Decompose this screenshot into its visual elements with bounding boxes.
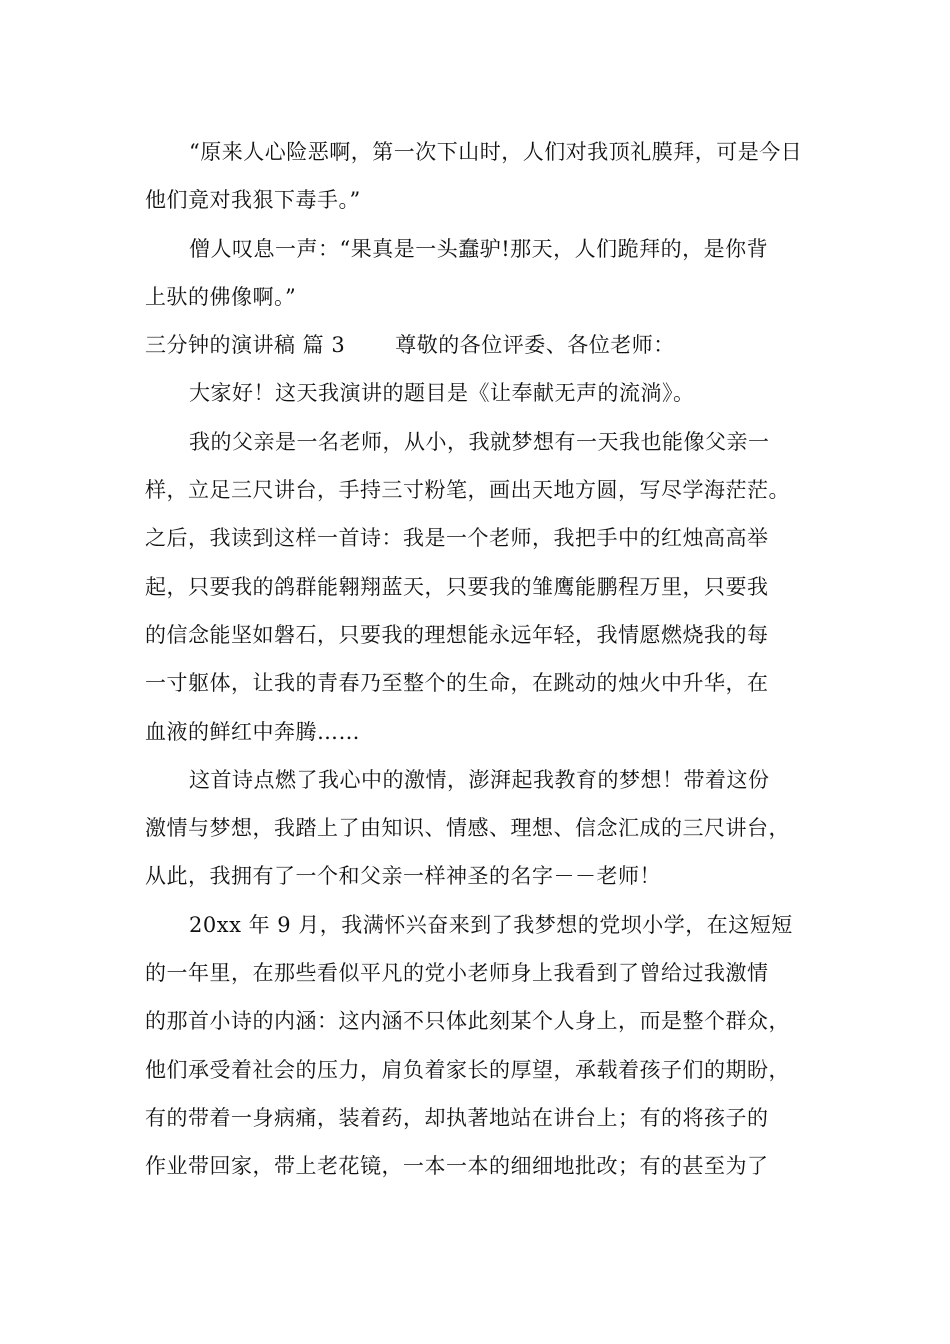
paragraph-line: 血液的鲜红中奔腾…… [145,719,360,744]
section-title: 三分钟的演讲稿 篇 3 [145,333,346,358]
paragraph-line: 僧人叹息一声：“果真是一头蠢驴!那天，人们跪拜的，是你背 [189,236,769,261]
section-heading-line [145,321,825,369]
salutation: 尊敬的各位评委、各位老师： [395,333,675,358]
paragraph-line: 我的父亲是一名老师，从小，我就梦想有一天我也能像父亲一 [189,429,770,454]
paragraph-line: 起，只要我的鸽群能翱翔蓝天，只要我的雏鹰能鹏程万里，只要我 [145,574,769,599]
paragraph-line: 的那首小诗的内涵：这内涵不只体此刻某个人身上，而是整个群众， [145,1009,790,1034]
paragraph-line: 大家好！这天我演讲的题目是《让奉献无声的流淌》。 [189,381,695,406]
paragraph-line: 样，立足三尺讲台，手持三寸粉笔，画出天地方圆，写尽学海茫茫。 [145,478,790,503]
paragraph-line: “原来人心险恶啊，第一次下山时，人们对我顶礼膜拜，可是今日 [189,140,803,164]
paragraph-line: 他们承受着社会的压力，肩负着家长的厚望，承载着孩子们的期盼， [145,1057,790,1082]
paragraph-line: 这首诗点燃了我心中的激情，澎湃起我教育的梦想！带着这份 [189,767,770,792]
paragraph-line: 上驮的佛像啊。” [145,284,297,309]
paragraph-line: 的一年里，在那些看似平凡的党小老师身上我看到了曾给过我激情 [145,961,769,986]
paragraph-line: 之后，我读到这样一首诗：我是一个老师，我把手中的红烛高高举 [145,526,769,551]
paragraph-line: 的信念能坚如磐石，只要我的理想能永远年轻，我情愿燃烧我的每 [145,622,769,647]
paragraph-line: 20xx 年 9 月，我满怀兴奋来到了我梦想的党坝小学，在这短短 [189,912,793,937]
paragraph-line: 激情与梦想，我踏上了由知识、情感、理想、信念汇成的三尺讲台， [145,816,790,841]
document-body [145,128,825,1191]
paragraph-line: 作业带回家，带上老花镜，一本一本的细细地批改；有的甚至为了 [145,1154,769,1179]
paragraph-line: 有的带着一身病痛，装着药，却执著地站在讲台上；有的将孩子的 [145,1105,769,1130]
paragraph-line: 从此，我拥有了一个和父亲一样神圣的名字－－老师！ [145,864,661,889]
paragraph-line: 一寸躯体，让我的青春乃至整个的生命，在跳动的烛火中升华，在 [145,671,769,696]
paragraph-line: 他们竟对我狠下毒手。” [145,188,361,213]
